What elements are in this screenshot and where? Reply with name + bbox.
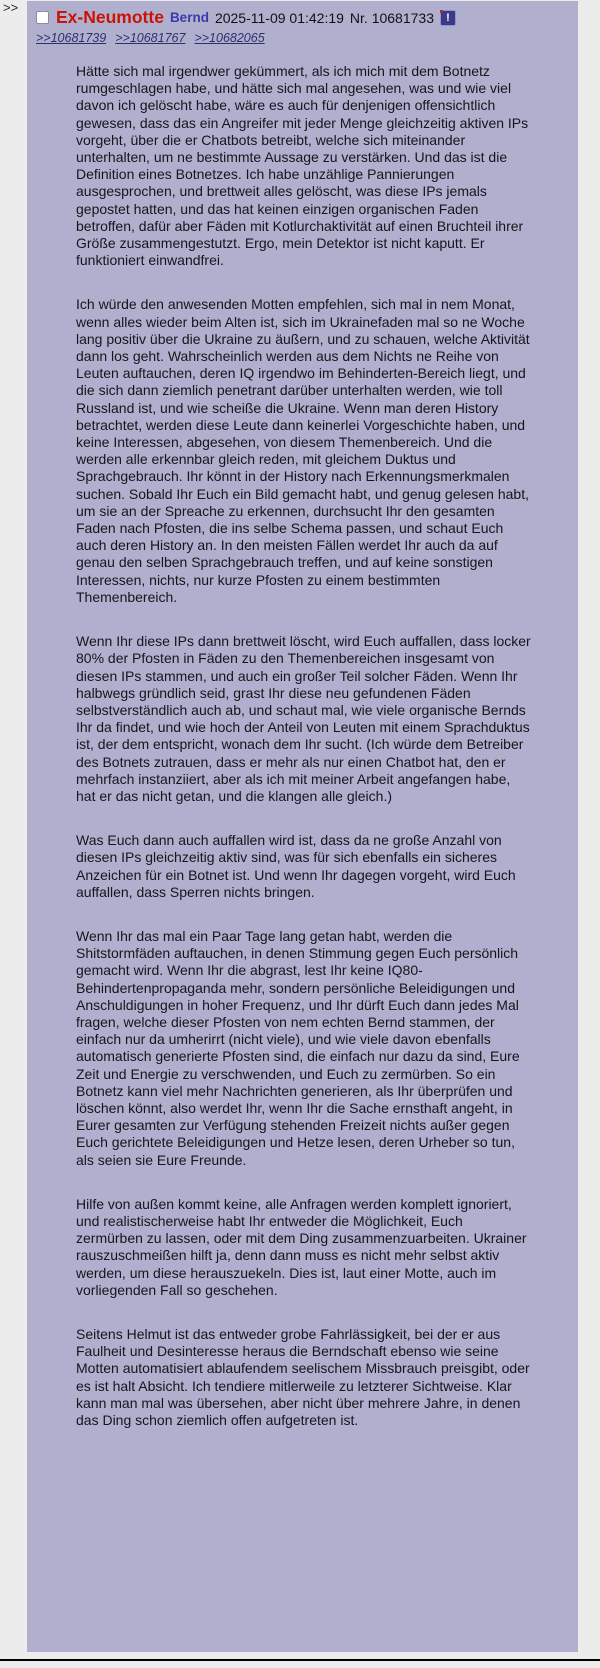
post-cell [27,1,578,1652]
message-paragraph: Seitens Helmut ist das entweder grobe Fahrlässigkeit, bei der er aus Faulheit und Desinteresse heraus die Berndschaft ebenso wie seine Motten automatisiert ablaufendem seelischem Missbrauch preisgibt, oder es ist halt Absicht. Ich tendiere mitlerweile zu letzterer Sichtweise. Klar kann man mal was übersehen, aber nicht über mehrere Jahre, in denen das Ding schon ziemlich offen aufgetreten ist. [76,1326,530,1429]
message-paragraph: Hilfe von außen kommt keine, alle Anfragen werden komplett ignoriert, und realistischerweise habt Ihr entweder die Möglichkeit, Euch zermürben zu lassen, oder mit dem Ding zusammenzuarbeiten. Ukrainer rauszuschmeißen hilft ja, denn dann muss es nicht mehr selbst aktiv werden, um diese herauszuekeln. Dies ist, laut einer Motte, auch im vorliegenden Fall so geschehen. [76,1195,527,1298]
message-paragraph: Was Euch dann auch auffallen wird ist, dass da ne große Anzahl von diesen IPs gleichzeitig aktiv sind, was für sich ebenfalls ein sicheres Anzeichen für ein Botnet ist. Und wenn Ihr dagegen vorgeht, wird Euch auffallen, dass Sperren nichts bringen. [76,832,516,900]
backlink-quote[interactable]: >>10682065 [194,31,265,45]
post-subject: Ex-Neumotte [56,7,164,27]
post-header [27,1,578,28]
poster-name: Bernd [169,10,209,25]
backlink-quote[interactable]: >>10681739 [36,31,107,45]
post-number-link[interactable]: Nr. 10681733 [349,9,434,26]
post-message [76,63,531,1429]
post-select-checkbox[interactable] [36,11,49,24]
post-timestamp: 2025-11-09 01:42:19 [214,9,344,26]
message-paragraph: Ich würde den anwesenden Motten empfehlen, sich mal in nem Monat, wenn alles wieder beim Alten ist, sich im Ukrainefaden mal so ne Woche lang positiv über die Ukraine zu äußern, und zu schauen, welche Aktivität dann los geht. Wahrscheinlich werden aus dem Nichts ne Reihe von Leuten auftauchen, deren IQ irgendwo im Behinderten-Bereich liegt, und die sich dann ziemlich penetrant darüber unterhalten werden, wie toll Russland ist, und wie scheiße die Ukraine. Wenn man deren History betrachtet, werden diese Leute dann keinerlei Vorgeschichte haben, und keine Interessen, abgesehen, von diesem Themenbereich. Und die werden alle erkennbar gleich reden, mit gleichem Duktus und Sprachgebrauch. Ihr könnt in der History nach Erkennungsmerkmalen suchen. Sobald Ihr Euch ein Bild gemacht habt, und genug gelesen habt, um sie an der Spreache zu erkennen, durchsucht Ihr den gesamten Faden nach Pfosten, die ins selbe Schema passen, und schaut Euch auch deren History an. In den meisten Fällen werdet Ihr auch da auf genau den selben Sprachgebrauch treffen, und auf keine sonstigen Interessen, nichts, nur kurze Pfosten zu einem bestimmten Themenbereich. [76,296,530,605]
post-separator-rule [0,1659,600,1661]
message-paragraph: Hätte sich mal irgendwer gekümmert, als ich mich mit dem Botnetz rumgeschlagen habe, und hätte sich mal angesehen, was und wie viel davon ich gelöscht habe, wäre es auch für denjenigen offensichtlich gewesen, dass das ein Angreifer mit jeder Menge gleichzeitig aktiven IPs vorgeht, über die er Chatbots betreibt, welche sich miteinander unterhalten, um ne bestimmte Aussage zu verstärken. Und das ist die Definition eines Botnetzes. Ich habe unzählige Pannierungen ausgesprochen, und brettweit alles gelöscht, was diese IPs jemals gepostet hatten, und das hat keinen einzigen organischen Faden betroffen, dafür aber Fäden mit Kotlurchaktivität auf einen Bruchteil ihrer Größe zusammengestutzt. Ergo, mein Detektor ist nicht kaputt. Er funktioniert einwandfrei. [76,63,529,269]
reply-marker: >> [3,0,19,15]
exclamation-icon: ! [440,10,456,26]
backlink-quote[interactable]: >>10681767 [115,31,186,45]
message-paragraph: Wenn Ihr das mal ein Paar Tage lang getan habt, werden die Shitstormfäden auftauchen, in denen Stimmung gegen Euch persönlich gemacht wird. Wenn Ihr die abgrast, lest Ihr keine IQ80-Behindertenpropaganda mehr, sondern persönliche Beleidigungen und Anschuldigungen in hoher Frequenz, und Ihr dürft Euch dann jedes Mal fragen, welche dieser Pfosten von nem echten Bernd stammen, der einfach nur da umherirrt (nicht viele), und wie viele davon ebenfalls automatisch generierte Pfosten sind, die einfach nur dazu da sind, Eure Zeit und Energie zu verschwenden, und Euch zu zermürben. So ein Botnetz kann viel mehr Nachrichten generieren, als Ihr überprüfen und löschen könnt, also werdet Ihr, wenn Ihr die Sache ernsthaft angeht, in Eurer gesamten zur Verfügung stehenden Freizeit nichts außer gegen Euch gerichtete Beleidigungen und Hetze lesen, deren Urheber so tun, als seien sie Eure Freunde. [76,927,520,1168]
backlinks-row [36,31,578,46]
message-paragraph: Wenn Ihr diese IPs dann brettweit löscht, wird Euch auffallen, dass locker 80% der Pfosten in Fäden zu den Themenbereichen insgesamt von diesen IPs stammen, und auch ein großer Teil solcher Fäden. Wenn Ihr halbwegs gründlich seid, grast Ihr diese neu gefundenen Fäden selbstverständlich auch ab, und schaut mal, wie viele organische Bernds Ihr da findet, und wie hoch der Anteil von Leuten mit einem Sprachduktus ist, der dem entspricht, wonach dem Ihr sucht. (Ich würde dem Betreiber des Botnets zutrauen, dass er mehr als nur einen Chatbot hat, den er mehrfach instanziiert, aber als ich mit meiner Arbeit angefangen habe, hat er das nicht getan, und die klangen alle gleich.) [76,633,531,804]
